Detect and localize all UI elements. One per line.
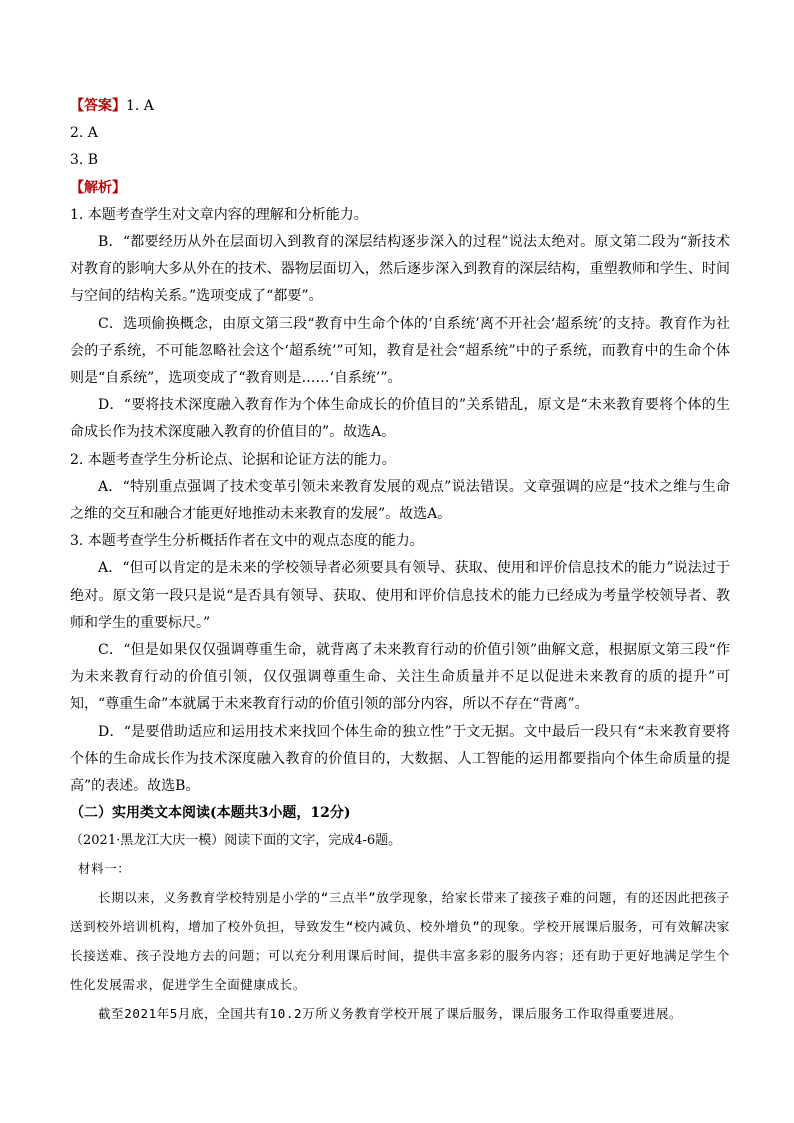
q3-option-a: A．“但可以肯定的是未来的学校领导者必须要具有领导、获取、使用和评价信息技术的能力”说法过于绝对。原文第一段只是说“是否具有领导、获取、使用和评价信息技术的能力已经成为考量学校领导者、教师和学生的重要标尺。” (70, 560, 730, 631)
q2-intro: 2. 本题考查学生分析论点、论据和论证方法的能力。 (70, 451, 396, 468)
answer-line-1 (70, 93, 730, 120)
section-title: （二）实用类文本阅读(本题共3小题，12分) (70, 805, 351, 822)
q1-option-b: B．“都要经历从外在层面切入到教育的深层结构逐步深入的过程”说法太绝对。原文第二段为“新技术对教育的影响大多从外在的技术、器物层面切入，然后逐步深入到教育的深层结构，重塑教师和学生、时间与空间的结构关系。”选项变成了“都要”。 (70, 234, 730, 305)
q1-intro: 1. 本题考查学生对文章内容的理解和分析能力。 (70, 206, 368, 223)
q2-option-a: A．“特别重点强调了技术变革引领未来教育发展的观点”说法错误。文章强调的应是“技术之维与生命之维的交互和融合才能更好地推动未来教育的发展”。故选A。 (70, 478, 730, 523)
answer-item: 1. A (126, 98, 154, 114)
answer-item: 2. A (70, 125, 98, 142)
material-paragraph: 长期以来，义务教育学校特别是小学的“三点半”放学现象，给家长带来了接孩子难的问题，有的还因此把孩子送到校外培训机构，增加了校外负担，导致发生“校内减负、校外增负”的现象。学校开展课后服务，可有效解决家长接送难、孩子没地方去的问题；可以充分利用课后时间，提供丰富多彩的服务内容；还有助于更好地满足学生个性化发展需求，促进学生全面健康成长。 (70, 890, 730, 993)
material-paragraph: 截至2021年5月底，全国共有10.2万所义务教育学校开展了课后服务，课后服务工作取得重要进展。 (98, 1006, 683, 1022)
answer-tag: 【答案】 (70, 98, 126, 114)
document-content (70, 93, 730, 1028)
section-source: （2021·黑龙江大庆一模）阅读下面的文字，完成4-6题。 (70, 833, 402, 849)
q1-option-c: C．选项偷换概念，由原文第三段“教育中生命个体的‘自系统’离不开社会‘超系统’的支持。教育作为社会的子系统，不可能忽略社会这个‘超系统’”可知，教育是社会“超系统”中的子系统，而教育中的生命个体则是“自系统”，选项变成了“教育则是……‘自系统’”。 (70, 315, 730, 387)
material-label: 材料一： (78, 861, 131, 877)
analysis-heading (70, 175, 730, 202)
q3-option-d: D．“是要借助适应和运用技术来找回个体生命的独立性”于文无据。文中最后一段只有“未来教育要将个体的生命成长作为技术深度融入教育的价值目的，大数据、人工智能的运用都要指向个体生命质量的提高”的表述。故选B。 (70, 723, 730, 795)
q1-option-d: D．“要将技术深度融入教育作为个体生命成长的价值目的”关系错乱，原文是“未来教育要将个体的生命成长作为技术深度融入教育的价值目的”。故选A。 (70, 397, 730, 441)
analysis-tag: 【解析】 (70, 179, 126, 196)
q3-option-c: C．“但是如果仅仅强调尊重生命，就背离了未来教育行动的价值引领”曲解文意，根据原文第三段“作为未来教育行动的价值引领，仅仅强调尊重生命、关注生命质量并不足以促进未来教育的质的提升”可知，“尊重生命”本就属于未来教育行动的价值引领的部分内容，所以不存在“背离”。 (70, 642, 730, 713)
answer-line-2 (70, 120, 730, 147)
answer-item: 3. B (70, 152, 99, 169)
q3-intro: 3. 本题考查学生分析概括作者在文中的观点态度的能力。 (70, 533, 424, 550)
answer-line-3 (70, 147, 730, 174)
